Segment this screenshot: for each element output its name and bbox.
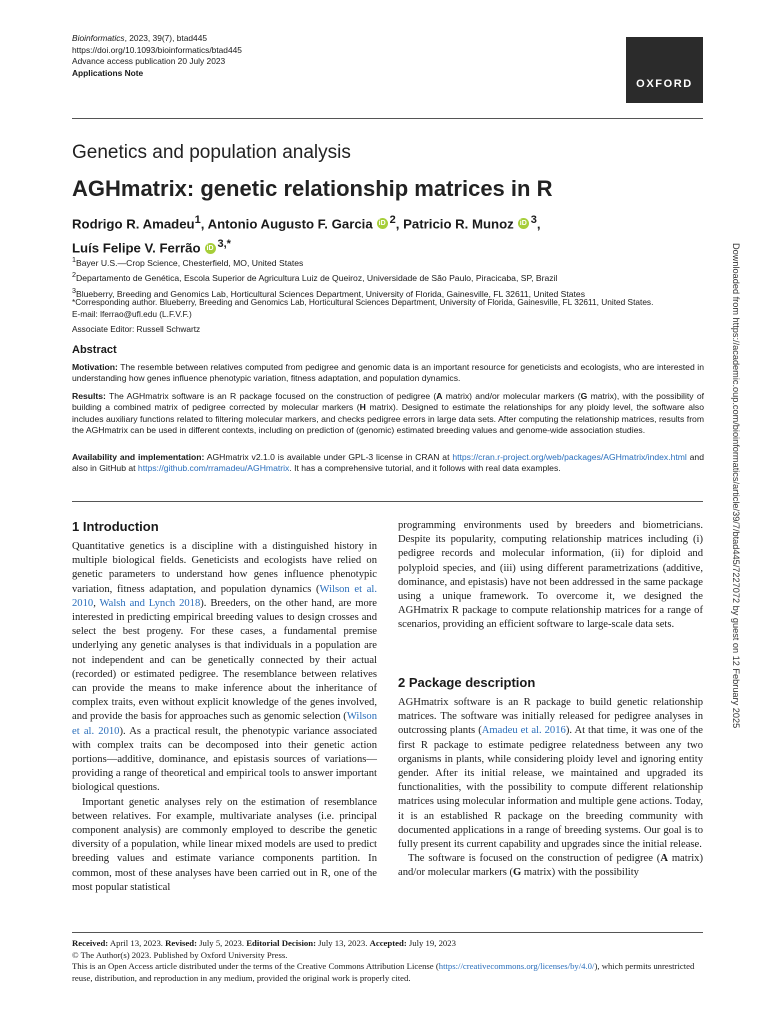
journal-header [72,33,242,79]
oxford-logo[interactable]: OXFORD [626,37,703,103]
intro-paragraph-1: Quantitative genetics is a discipline with a distinguished history in multiple biological fields. Geneticists and ecologists have relied on genetic parameters to understand how genes influence phenotypic variation, fitness adaptation, and population dynamics (Wilson et al. 2010, Walsh and Lynch 2018). Breeders, on the other hand, are more interested in predicting empirical breeding values to design crosses and select the best progeny. For these cases, a fundamental premise underlying any genetic analyses is that individuals in a population are not independent and can be genetically connected by their actual (recorded) or estimated pedigree. The resemblance between relatives can provide the means to make inference about the inheritance of complex traits, even without explicit knowledge of the genes involved, and provide the basis for approaches such as genomic selection (Wilson et al. 2010). As a practical result, the phenotypic variance associated with complex traits can be decomposed into their genetic action portions—additive, dominance, and epistasis sources of variations—providing a range of theoretical and empirical tools to answer important biological questions. [72,541,378,794]
article-type: Applications Note [72,67,144,78]
intro-paragraph-2: Important genetic analyses rely on the estimation of resemblance between relatives. For example, multivariate analyses (i.e. principal component analysis) are commonly employed to describe the genetic diversity of a population, while linear mixed models are used to predict breeding values and estimate variance components partition. In common, most of these analyses have been carried out in R, one of the most popular statistical [72,796,377,893]
license: This is an Open Access article distributed under the terms of the Creative Commons Attribution License (https://creativecommons.org/licenses/by/4.0/), which permits unrestricted reuse, distribution, and reproduction in any medium, provided the original work is properly cited. [72,961,695,983]
license-link[interactable]: https://creativecommons.org/licenses/by/4.0/ [438,961,595,972]
doi-link[interactable]: https://doi.org/10.1093/bioinformatics/btad445 [72,44,242,55]
orcid-icon[interactable]: iD [206,244,214,252]
abstract-motivation: Motivation: The resemble between relatives computed from pedigree and genomic data is an important resource for geneticists and ecologists, who are interested in understanding how genes influence phenotypic variation, fitness adaptation, and population dynamics. [72,362,704,384]
github-link[interactable]: https://github.com/rramadeu/AGHmatrix [137,463,290,474]
footer [72,938,704,984]
associate-editor: Associate Editor: Russell Schwartz [72,324,201,334]
package-heading: 2 Package description [398,675,536,690]
copyright: © The Author(s) 2023. Published by Oxford University Press. [72,949,288,960]
affiliation: $^1$Bayer U.S.—Crop Science, Chesterfield, MO, United States [72,256,304,268]
abstract-divider [72,501,703,502]
author-list: Rodrigo R. Amadeu$^1$, Antonio Augusto F. Garcia iD $^2$, Patricio R. Munoz iD $^3$, Luís Felipe V. Ferrão iD $^{3,*}$ [72,214,541,256]
section-label: Genetics and population analysis [72,142,351,163]
journal-citation: , 2023, 39(7), btad445 [124,33,208,43]
publication-dates: Received: April 13, 2023. Revised: July 5, 2023. Editorial Decision: July 13, 2023. Accepted: July 19, 2023 [72,938,456,948]
download-watermark: Downloaded from https://academic.oup.com/bioinformatics/article/39/7/btad445/7227072 by guest on 12 February 2025 [731,243,741,729]
citation-link[interactable]: Amadeu et al. 2016 [481,725,566,737]
affiliations [72,254,702,300]
journal-name: Bioinformatics [72,33,125,43]
advance-access: Advance access publication 20 July 2023 [72,56,226,67]
affiliation: $^2$Departamento de Genética, Escola Superior de Agricultura Luiz de Queiroz, Universidade de São Paulo, Piracicaba, SP, Brazil [72,271,558,284]
abstract-results: Results: The AGHmatrix software is an R package focused on the construction of pedigree (A matrix) and/or molecular markers (G matrix), with the possibility of building a combined matrix of pedigree corrected by molecular markers (H matrix). Designed to estimate the relationships for any ploidy level, the software also includes auxiliary functions related to filtering molecular markers, and checks pedigree errors in large data sets. After computing the relationship matrices, results from the AGHmatrix can be used in different contexts, including on prediction of (genomic) estimated breeding values and genome-wide association studies. [72,391,704,436]
introduction-heading: 1 Introduction [72,519,159,534]
package-paragraph-2: The software is focused on the construction of pedigree (A matrix) and/or molecular markers (G matrix) with the possibility [398,853,703,879]
affiliation: $^3$Blueberry, Breeding and Genomics Lab, Horticultural Sciences Department, University of Florida, Gainesville, FL 32611, United States [72,286,586,299]
citation-link[interactable]: Wilson et al. 2010 [72,583,377,609]
citation-link[interactable]: Walsh and Lynch 2018 [99,597,201,609]
intro-paragraph-3: programming environments used by breeders and biometricians. Despite its popularity, computing relationship matrices including (i) pedigree records and molecular information, (ii) for diploid and polyploid species, and (iii) using different parametrizations (additive, dominance, and epistasis) have not been addressed in the same package using a unique framework. To overcome it, we designed the AGHmatrix R package to compute relationship matrices for a range of scenarios, providing an efficient software to large-scale data sets. [398,520,703,631]
right-column [398,519,703,633]
orcid-icon[interactable]: iD [378,220,386,228]
header-divider [72,118,703,119]
package-text [398,696,703,881]
package-paragraph-1: AGHmatrix software is an R package to build genetic relationship matrices. The software was initially released for pedigree analyses in outcrossing plants (Amadeu et al. 2016). At that time, it was one of the first R package to estimate pedigree relatedness between any two organisms in plants, while considering ploidy level and ignoring entity gender. After its initial release, we maintained and upgraded its functionalities, with the possibility to compute different relationship matrices using molecular information and multiple gene actions. Today, it is an established R package on the breeding community with documented applications in a range of breeding systems. Our goal is to fully present its current capability and upgrades since the initial release. [398,697,703,851]
footer-divider [72,932,703,933]
orcid-icon[interactable]: iD [519,220,527,228]
paper-title: AGHmatrix: genetic relationship matrices in R [72,176,553,201]
abstract-availability: Availability and implementation: AGHmatrix v2.1.0 is available under GPL-3 license in CRAN at https://cran.r-project.org/web/packages/AGHmatrix/index.html and also in GitHub at https://github.com/rramadeu/AGHmatrix. It has a comprehensive tutorial, and it follows with real data examples. [72,452,704,474]
citation-link[interactable]: Wilson et al. 2010 [72,711,377,737]
author-1[interactable]: Rodrigo R. Amadeu [72,216,195,232]
email-link[interactable]: E-mail: lferrao@ufl.edu (L.F.V.F.) [72,309,192,319]
author-4[interactable]: Luís Felipe V. Ferrão [72,240,201,256]
abstract-heading: Abstract [72,344,117,356]
corresponding-author: *Corresponding author. Blueberry, Breeding and Genomics Lab, Horticultural Sciences Department, University of Florida, Gainesville, FL 32611, United States. E-mail: lferrao@ufl.edu (L.F.V.F.) [72,296,702,320]
left-column [72,540,377,895]
author-2[interactable]: , Antonio Augusto F. Garcia [200,216,373,232]
author-3[interactable]: , Patricio R. Munoz [395,216,514,232]
cran-link[interactable]: https://cran.r-project.org/web/packages/AGHmatrix/index.html [452,452,687,462]
